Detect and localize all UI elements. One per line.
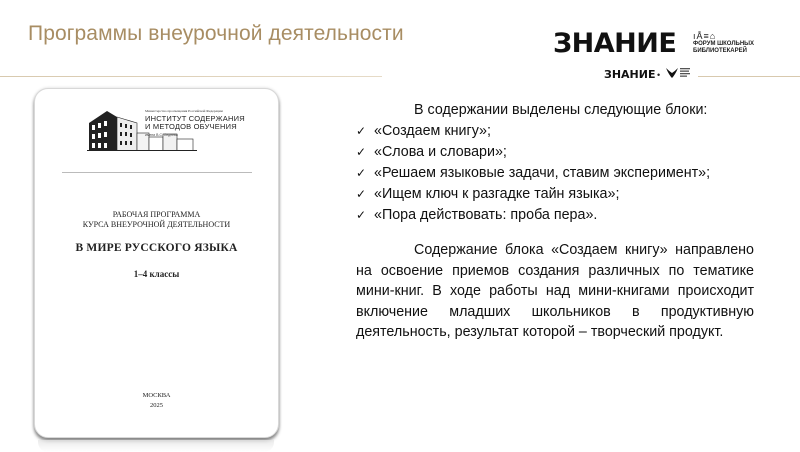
check-icon: ✓ (356, 208, 367, 222)
book-cover (34, 88, 279, 438)
forum-label-line1: ФОРУМ ШКОЛЬНЫХ (693, 41, 755, 47)
cover-institute-line1: ИНСТИТУТ СОДЕРЖАНИЯ (145, 114, 245, 123)
cover-reflection (38, 440, 274, 452)
content-text (356, 100, 754, 343)
cover-institute-line2: И МЕТОДОВ ОБУЧЕНИЯ (145, 122, 237, 131)
block-list (356, 121, 754, 226)
cover-course-title: В МИРЕ РУССКОГО ЯЗЫКА (75, 242, 238, 254)
check-icon: ✓ (356, 124, 367, 138)
content-paragraph: Содержание блока «Создаем книгу» направлено на освоение приемов создания различных по тематике мини-книг. В ходе работы над мини-книгами происходит включение младших школьников в продуктивную деятельность, результат которой – творческий продукт. (356, 242, 754, 341)
list-item-label: «Решаем языковые задачи, ставим эксперимент»; (374, 165, 711, 181)
list-item-label: «Пора действовать: проба пера». (374, 207, 598, 223)
cover-institute (145, 115, 245, 131)
forum-label-line2: БИБЛИОТЕКАРЕЙ (693, 48, 747, 54)
ministry-emblem-icon (665, 66, 691, 80)
cover-divider (62, 172, 252, 173)
list-item-label: «Создаем книгу»; (374, 123, 491, 139)
list-item-label: «Ищем ключ к разгадке тайн языка»; (374, 186, 620, 202)
slide-title: Программы внеурочной деятельности (28, 22, 404, 45)
header-divider-right (698, 76, 800, 77)
cover-grades: 1–4 классы (133, 269, 180, 279)
forum-label (693, 41, 754, 55)
content-intro: В содержании выделены следующие блоки: (414, 102, 708, 118)
znanie-logo: ЗНАНИЕ (553, 28, 677, 59)
cover-city: МОСКВА (142, 392, 171, 399)
check-icon: ✓ (356, 187, 367, 201)
list-item-label: «Слова и словари»; (374, 144, 507, 160)
cover-program-line1: РАБОЧАЯ ПРОГРАММА (112, 210, 201, 219)
list-item (356, 184, 754, 205)
check-icon: ✓ (356, 166, 367, 180)
znanie-logo-small: ЗНАНИЕ (604, 68, 656, 81)
list-item (356, 205, 754, 226)
logo-separator: • (657, 70, 661, 80)
check-icon: ✓ (356, 145, 367, 159)
list-item (356, 142, 754, 163)
cover-year: 2025 (150, 402, 163, 409)
list-item (356, 121, 754, 142)
cover-named-after: имени В.С. Леднева (145, 133, 178, 137)
header-divider-left (0, 76, 382, 77)
list-item (356, 163, 754, 184)
forum-icons: ıÅ≡⌂ (693, 31, 717, 41)
cover-program-line2: КУРСА ВНЕУРОЧНОЙ ДЕЯТЕЛЬНОСТИ (82, 220, 231, 229)
cover-ministry: Министерство просвещения Российской Федерации (145, 109, 223, 113)
